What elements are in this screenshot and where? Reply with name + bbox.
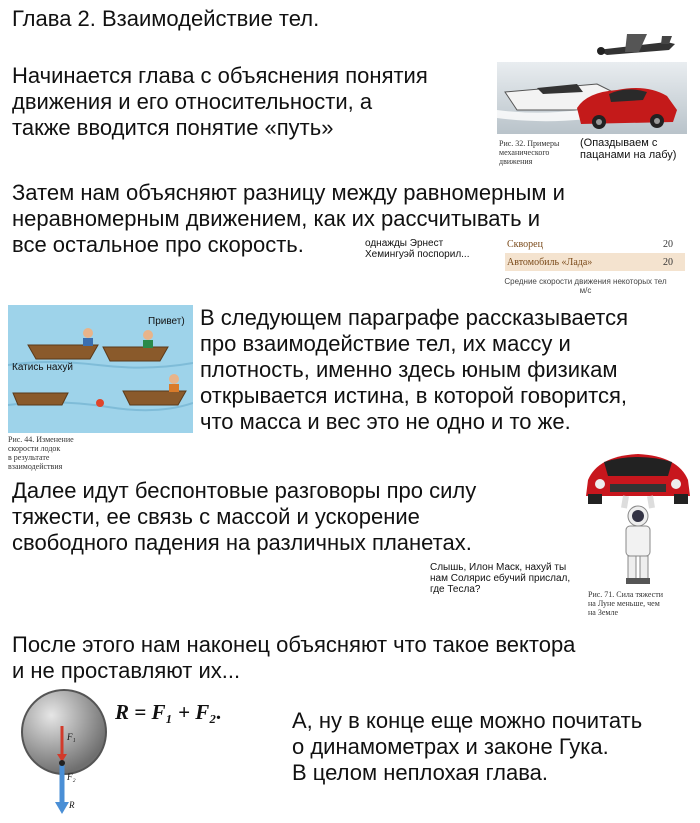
text-line: что масса и вес это не одно и то же. xyxy=(200,409,571,434)
text-line: А, ну в конце еще можно почитать xyxy=(292,708,643,733)
figure-71-caption xyxy=(588,590,698,617)
note-line: однажды Эрнест xyxy=(365,238,444,249)
caption-line: на Земле xyxy=(588,608,618,617)
label-f1: F₁ xyxy=(67,732,76,742)
note-line: (Опаздываем с xyxy=(580,137,658,149)
text-line: свободного падения на различных планетах. xyxy=(12,530,472,555)
ball-icon xyxy=(96,399,104,407)
caption-line: на Луне меньше, чем xyxy=(588,599,660,608)
text-line: плотность, именно здесь юным физикам xyxy=(200,357,618,382)
text-line: Затем нам объясняют разницу между равномерным и xyxy=(12,180,565,205)
boat-icon xyxy=(13,393,68,405)
caption-line: Рис. 71. Сила тяжести xyxy=(588,590,664,599)
text-line: движения и его относительности, а xyxy=(12,89,373,114)
row-value: 20 xyxy=(663,238,673,250)
text-line: В следующем параграфе рассказывается xyxy=(200,305,628,330)
paragraph-vectors xyxy=(12,632,575,684)
text-line: все остальное про скорость. xyxy=(12,232,304,257)
table-row xyxy=(505,235,685,253)
label-r: R xyxy=(69,800,75,810)
text-line: открывается истина, в которой говорится, xyxy=(200,383,627,408)
text-line: про взаимодействие тел, их массу и xyxy=(200,331,571,356)
label-f2: F₂ xyxy=(67,772,76,782)
note-line: нам Солярис ебучий прислал, xyxy=(430,573,571,584)
note-line: Хемингуэй поспорил... xyxy=(365,249,470,260)
airplane-icon xyxy=(597,34,675,55)
figure-44-caption xyxy=(8,435,98,471)
caption-line: Рис. 32. Примеры xyxy=(499,139,560,148)
caption-line: Средние скорости движения некоторых тел xyxy=(504,277,667,286)
row-name: Автомобиль «Лада» xyxy=(507,256,593,268)
text-line: тяжести, ее связь с массой и ускорение xyxy=(12,504,420,529)
text-line: и не проставляют их... xyxy=(12,658,241,683)
caption-line: Рис. 44. Изменение xyxy=(8,435,74,444)
vector-sum-formula: R = F₁ + F₂. xyxy=(115,700,222,724)
text-line: Далее идут беспонтовые разговоры про силу xyxy=(12,478,477,503)
caption-line: движения xyxy=(499,157,533,166)
caption-line: в результате xyxy=(8,453,50,462)
paragraph-conclusion xyxy=(292,708,642,786)
caption-line: взаимодействия xyxy=(8,462,63,471)
text-line: о динамометрах и законе Гука. xyxy=(292,734,609,759)
speech-bubble-hello: Привет) xyxy=(148,316,185,327)
text-line: неравномерным движением, как их рассчитывать и xyxy=(12,206,540,231)
speed-table xyxy=(505,235,685,271)
astronaut-car-illustration xyxy=(578,450,698,588)
text-line: После этого нам наконец объясняют что такое вектора xyxy=(12,632,576,657)
row-name: Скворец xyxy=(507,238,543,250)
car-icon xyxy=(586,454,690,504)
vector-diagram xyxy=(18,686,113,816)
speed-table-caption xyxy=(478,277,693,295)
paragraph-gravity xyxy=(12,478,476,556)
page-title: Глава 2. Взаимодействие тел. xyxy=(12,6,320,31)
caption-line: механического xyxy=(499,148,550,157)
caption-line: м/с xyxy=(579,286,592,295)
paragraph-speed xyxy=(12,180,565,258)
figure-32-note xyxy=(580,137,676,161)
caption-line: скорости лодок xyxy=(8,444,61,453)
text-line: В целом неплохая глава. xyxy=(292,760,548,785)
elon-musk-note xyxy=(430,562,570,595)
note-line: пацанами на лабу) xyxy=(580,149,677,161)
text-line: Начинается глава с объяснения понятия xyxy=(12,63,428,88)
row-value: 20 xyxy=(663,256,673,268)
note-line: где Тесла? xyxy=(430,584,481,595)
hemingway-note xyxy=(365,238,470,260)
table-row xyxy=(505,253,685,271)
astronaut-icon xyxy=(624,496,652,584)
paragraph-motion xyxy=(12,63,428,141)
note-line: Слышь, Илон Маск, нахуй ты xyxy=(430,562,567,573)
figure-32-caption xyxy=(499,139,579,166)
paragraph-interaction xyxy=(200,305,628,435)
speech-bubble-reply: Катись нахуй xyxy=(12,362,73,373)
text-line: также вводится понятие «путь» xyxy=(12,115,334,140)
motion-examples-illustration xyxy=(497,22,687,134)
